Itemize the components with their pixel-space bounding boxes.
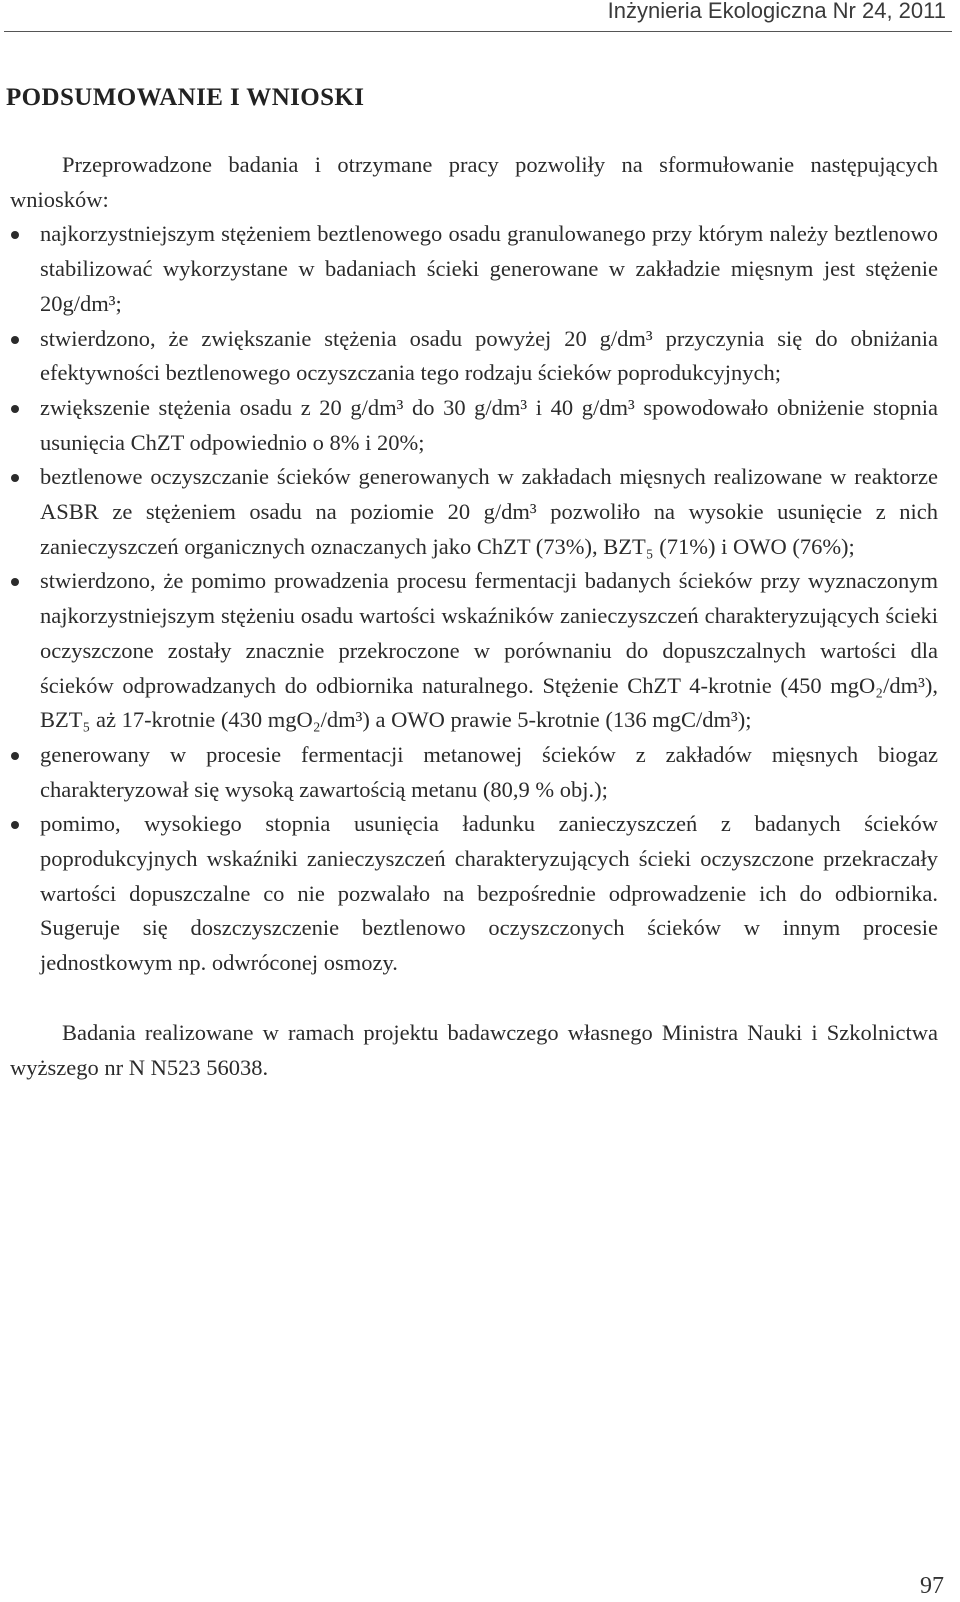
list-item <box>10 391 938 460</box>
list-item-text: pomimo, wysokiego stopnia usunięcia ładunku zanieczyszczeń z badanych ścieków poprodukcyjnych wskaźniki zanieczyszczeń charakteryzujących ścieki oczyszczone przekraczały wartości dopuszczalne co nie pozwalało na bezpośrednie odprowadzenie ich do odbiornika. Sugeruje się doszczyszczenie beztlenowo oczyszczonych ścieków w innym procesie jednostkowym np. odwróconej osmozy. <box>40 811 938 976</box>
list-item <box>10 738 938 807</box>
list-item-text: najkorzystniejszym stężeniem beztlenowego osadu granulowanego przy którym należy beztlenowo stabilizować wykorzystane w badaniach ścieki generowane w zakładzie mięsnym jest stężenie 20g/dm³; <box>40 221 938 316</box>
list-item <box>10 564 938 738</box>
page-number: 97 <box>920 1573 944 1599</box>
list-item-text: beztlenowe oczyszczanie ścieków generowanych w zakładach mięsnych realizowane w reaktorze ASBR ze stężeniem osadu na poziomie 20 g/dm³ pozwoliło na wysokie usunięcie z nich zanieczyszczeń organicznych oznaczanych jako ChZT (73%), BZT₅ (71%) i OWO (76%); <box>40 464 938 559</box>
list-item <box>10 807 938 981</box>
list-item-text: stwierdzono, że pomimo prowadzenia procesu fermentacji badanych ścieków przy wyznaczonym najkorzystniejszym stężeniu osadu wartości wskaźników zanieczyszczeń charakteryzujących ścieki oczyszczone zostały znacznie przekroczone w porównaniu do dopuszczalnych wartości dla ścieków odprowadzanych do odbiornika naturalnego. Stężenie ChZT 4-krotnie (450 mgO₂/dm³), BZT₅ aż 17-krotnie (430 mgO₂/dm³) a OWO prawie 5-krotnie (136 mgC/dm³); <box>40 568 938 733</box>
running-header: Inżynieria Ekologiczna Nr 24, 2011 <box>607 0 946 23</box>
intro-paragraph: Przeprowadzone badania i otrzymane pracy pozwoliły na sformułowanie następujących wniosków: <box>10 152 938 212</box>
list-item <box>10 460 938 564</box>
list-item <box>10 217 938 321</box>
list-item-text: stwierdzono, że zwiększanie stężenia osadu powyżej 20 g/dm³ przyczynia się do obniżania efektywności beztlenowego oczyszczania tego rodzaju ścieków poprodukcyjnych; <box>40 325 938 386</box>
header-rule <box>4 31 952 32</box>
funding-note: Badania realizowane w ramach projektu badawczego własnego Ministra Nauki i Szkolnictwa wyższego nr N N523 56038. <box>10 1019 938 1080</box>
section-heading: PODSUMOWANIE I WNIOSKI <box>6 84 365 111</box>
conclusions-list <box>10 217 938 980</box>
list-item-text: generowany w procesie fermentacji metanowej ścieków z zakładów mięsnych biogaz charakteryzował się wysoką zawartością metanu (80,9 % obj.); <box>40 741 938 802</box>
list-item <box>10 322 938 391</box>
section-body <box>10 148 938 1085</box>
list-item-text: zwiększenie stężenia osadu z 20 g/dm³ do 30 g/dm³ i 40 g/dm³ spowodowało obniżenie stopnia usunięcia ChZT odpowiednio o 8% i 20%; <box>40 394 938 455</box>
